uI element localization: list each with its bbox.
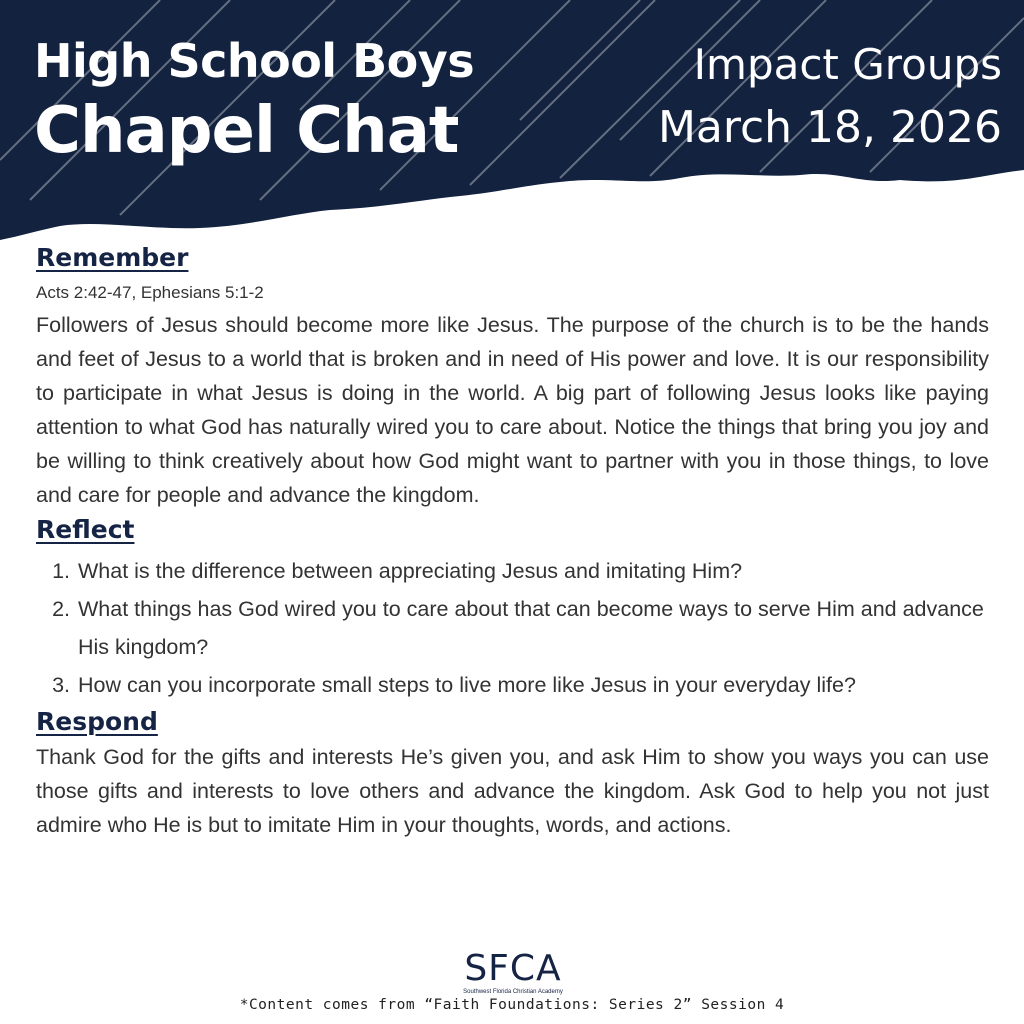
reflect-question-2: 2. What things has God wired you to care about that can become ways to serve Him and advance His kingdom? [76, 590, 989, 666]
content-source-note: *Content comes from “Faith Foundations: Series 2” Session 4 [239, 997, 785, 1013]
logo-subtext: Southwest Florida Christian Academy [463, 989, 563, 995]
title-line-1: High School Boys [34, 34, 475, 88]
remember-body: Followers of Jesus should become more like Jesus. The purpose of the church is to be the hands and feet of Jesus to a world that is broken and in need of His power and love. It is our responsibility to participate in what Jesus is doing in the world. A big part of following Jesus looks like paying attention to what God has naturally wired you to care about. Notice the things that bring you joy and be willing to think creatively about how God might want to partner with you in those things, to love and care for people and advance the kingdom. [36, 313, 989, 507]
impact-groups-label: Impact Groups [693, 40, 1002, 89]
scripture-reference: Acts 2:42-47, Ephesians 5:1-2 [36, 283, 264, 302]
respond-heading: Respond [36, 707, 158, 736]
remember-heading: Remember [36, 243, 189, 272]
reflect-questions [36, 552, 989, 704]
reflect-heading: Reflect [36, 515, 135, 544]
title-line-2: Chapel Chat [34, 94, 459, 168]
date-label: March 18, 2026 [657, 102, 1002, 153]
reflect-question-1: 1. What is the difference between appreciating Jesus and imitating Him? [76, 552, 989, 590]
sfca-logo [458, 950, 568, 996]
main-content [36, 240, 989, 842]
reflect-question-3: 3. How can you incorporate small steps to live more like Jesus in your everyday life? [76, 666, 989, 704]
respond-body: Thank God for the gifts and interests He’s given you, and ask Him to show you ways you can use those gifts and interests to love others and advance the kingdom. Ask God to help you not just admire who He is but to imitate Him in your thoughts, words, and actions. [36, 745, 989, 837]
logo-text: SFCA [464, 948, 562, 989]
